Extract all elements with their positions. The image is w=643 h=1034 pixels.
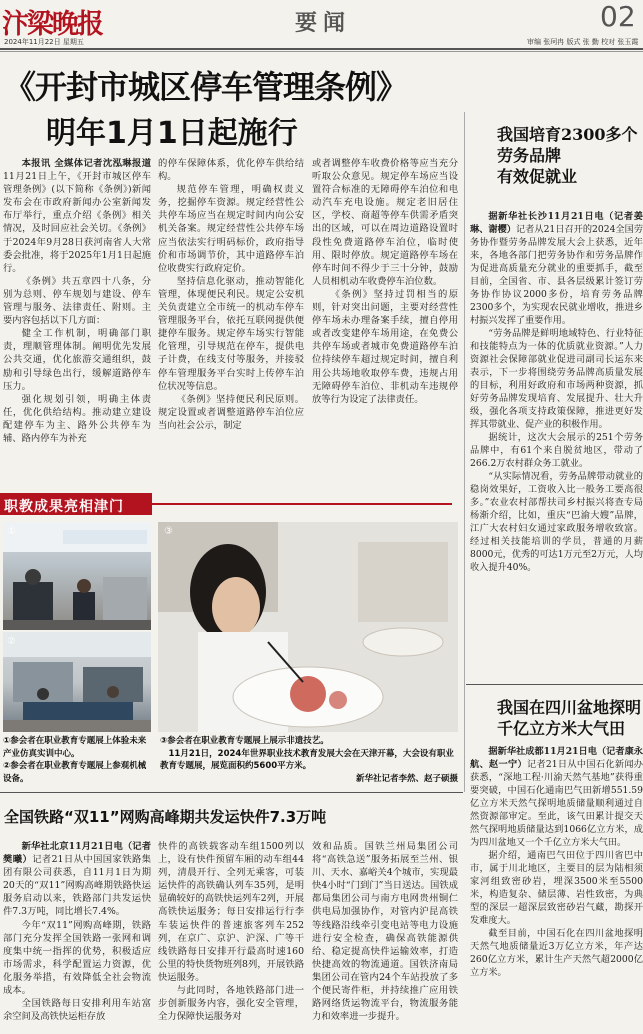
side-story-1-body xyxy=(470,210,643,680)
headline-line: 千亿立方米大气田 xyxy=(497,719,626,738)
side-paragraph: “劳务品牌是鲜明地域特色、行业特征和技能特点为一体的优质就业资源。”人力资源社会保障部就业促进司副司长运东来表示，下一步将围绕劳务品牌高质量发展的目标，利用好政府和市场两种资源，抓好劳务品牌发现培育、发展提升、壮大升级，强化各项支持政策保障，推进更好发挥其带就业、促产业的积极作用。 xyxy=(470,328,643,430)
photo-3-intangible-heritage xyxy=(158,522,458,732)
bottom-column-3 xyxy=(312,840,458,1034)
lead-byline: 本报讯 全媒体记者沈泓琳报道 xyxy=(21,158,151,169)
issue-date: 2024年11月22日 星期五 xyxy=(4,38,84,46)
side-story-1-byline: 据新华社长沙11月21日电（记者姜琳、谢樱） xyxy=(470,211,643,235)
lead-paragraph: 坚持信息化驱动，推动智能化管理，体现便民利民。规定公安机关负责建立全市统一的机动车停车管理服务平台，依托互联网提供便捷停车服务。规定停车场实行智能化管理，引导规范在停车，提供电子计费，在线支付等服务，并接驳停车管理服务平台实时上传停车泊位状况等信息。 xyxy=(158,275,304,392)
photo-2-machinery xyxy=(3,632,151,732)
side-paragraph: 记者从21日召开的2024全国劳务协作暨劳务品牌发展大会上获悉，近年来，各地各部门把劳务协作和劳务品牌作为促进高质量充分就业的重要抓手，截至目前，全国省、市、县各层级累计签订劳务协作协议2000多份，培育劳务品牌2300多个，为实现农民就业增收，推进乡村振兴发挥了重要作用。 xyxy=(470,224,643,326)
photo-caption-block-left xyxy=(3,735,153,783)
bottom-story-headline: 全国铁路“双11”网购高峰期共发运快件7.3万吨 xyxy=(4,808,327,826)
photo-3-label: ③ xyxy=(164,526,173,537)
side-paragraph: 记者21日从中国石化新闻办获悉，“深地工程·川渝天然气基地”获得重要突破，中国石化通南巴气田新增551.59亿立方米天然气探明地质储量顺利通过自然资源部审定。至此，该气田累计提交天然气探明地质储量达到1066亿立方米，成为四川盆地又一个千亿立方米大气田。 xyxy=(470,759,643,848)
lead-headline-line1: 《开封市城区停车管理条例》 xyxy=(4,68,408,106)
caption-1: ①参会者在职业教育专题展上体验未来产业仿真实训中心。 xyxy=(3,736,147,759)
bottom-paragraph: 今年“双11”网购高峰期，铁路部门充分发挥全国铁路一张网和调度集中统一指挥的优势，积极适应市场需求，科学配置运力资源，优化服务举措，有效降低全社会物流成本。 xyxy=(3,919,151,997)
photo-2-illustration xyxy=(3,632,151,732)
masthead xyxy=(0,0,643,48)
lead-paragraph: 《条例》坚持过罚相当的原则，针对突出问题，主要对经营性停车场未办理备案手续，擅自停用或者改变建停车场用途，在免费公共停车场或者城市免费道路停车泊位持续停车超过规定时间，擅自利用公共场地收取停车费，违规占用无障碍停车泊位、非机动车违规停放等行为设定了法律责任。 xyxy=(312,288,458,405)
caption-3: ③参会者在职业教育专题展上展示非遗技艺。 xyxy=(160,736,329,746)
lead-paragraph: 强化规划引领，明确主体责任，优化供给结构。推动建立建设配建停车为主、路外公共停车为辅、路内停车为补充 xyxy=(3,393,151,444)
photo-3-illustration xyxy=(158,522,458,732)
photo-1-vr-training xyxy=(3,522,151,630)
photo-1-illustration xyxy=(3,522,151,630)
photo-caption-block-right xyxy=(160,735,458,783)
photo-credit: 新华社记者李然、赵子硕摄 xyxy=(355,773,458,784)
lead-paragraph: 《条例》坚持便民利民原则。规定设置或者调整道路停车泊位应当向社会公示，制定 xyxy=(158,393,304,431)
bottom-column-1 xyxy=(3,840,151,1034)
side-paragraph: 据介绍，通南巴气田位于四川省巴中市，属于川北地区，主要目的层为陆相须家河组致密砂岩，埋深3500米至5500米，构造复杂、储层薄、岩性致密，为典型的深层一超深层致密砂岩气藏，勘探开发难度大。 xyxy=(470,850,643,926)
bottom-story-rule xyxy=(0,792,463,793)
headline-line: 劳务品牌 xyxy=(497,146,562,165)
lead-paragraph: 规范停车管理，明确权责义务，挖掘停车资源。规定经营性公共停车场应当在规定时间内向公安机关备案。规定经营性公共停车场应当依法实行明码标价，政府指导价和市场调节价，其中道路停车泊位收费实行政府定价。 xyxy=(158,184,304,274)
masthead-rule xyxy=(0,48,643,50)
side-paragraph: 截至目前，中国石化在四川盆地探明天然气地质储量近3万亿立方米，年产达260亿立方米，累计生产天然气超2000亿立方米。 xyxy=(470,928,643,978)
bottom-paragraph: 效和品质。国铁兰州局集团公司将“高铁急送”服务拓展至兰州、银川、天水、嘉峪关4个城市，实现最快4小时“门到门”当日送达。国铁成都局集团公司与南方电网贵州铜仁供电局加强协作，对管内沪昆高铁等线路沿线牵引变电站等电力设施进行安全检查，确保高铁能源供给、稳定提高快件运输效率，打造快捷高效的物流通道。国铁济南局集团公司在管内24个车站投放了多个便民寄件柜，并持续推广应用铁路网络货运物流平台，物流服务能力和效率进一步提升。 xyxy=(312,841,458,1023)
side-paragraph: 据统计，这次大会展示的251个劳务品牌中，有61个来自脱贫地区，带动了266.2万农村群众务工就业。 xyxy=(470,432,643,469)
headline-line: 我国培育2300多个 xyxy=(497,125,638,144)
bottom-paragraph: 与此同时，各地铁路部门进一步创新服务内容，强化安全管理，全力保障快运服务对 xyxy=(158,985,304,1023)
bottom-paragraph: 快件的高铁载客动车组1500列以上，设有快件预留车厢的动车组44列，清晨开行、全列无乘客，可装运快件的高铁确认列车35列，是明显确较好的高铁快运列车2列，开展高铁快运服务；每日安排运行行李车装运快件的普速旅客列车252列，在京广、京沪、沪深、广等干线铁路每日安排开行最高时速160公里的特快货物班列8列，开展铁路快运服务。 xyxy=(158,841,304,983)
lead-column-2 xyxy=(158,157,304,490)
lead-paragraph: 或者调整停车收费价格等应当充分听取公众意见。规定停车场应当设置符合标准的无障碍停车泊位和电动汽车充电设施。规定老旧居住区，学校、商超等停车供需矛盾突出的区域，可以在周边道路设置时段性免费道路停车泊位，临时使用、限时停放。规定道路停车场在停车时间不得少于三十分钟，鼓励人员相机动车收费停车泊位数。 xyxy=(312,158,458,287)
masthead-rule-thin xyxy=(0,51,643,52)
caption-main: 11月21日，2024年世界职业技术教育发展大会在天津开幕，大会设有职业教育专题展，展览面积约5600平方米。 xyxy=(160,748,454,771)
bottom-paragraph: 全国铁路每日安排利用车站富余空间及高铁快运柜存放 xyxy=(3,998,151,1023)
side-story-2-body xyxy=(470,745,643,1034)
caption-2: ②参会者在职业教育专题展上参观机械设备。 xyxy=(3,761,147,784)
lead-paragraph: 11月21日上午，《开封市城区停车管理条例》(以下简称《条例》)新闻发布会在市政府新闻办公室新闻发布厅举行，重点介绍《条例》相关情况，及时回应社会关切。《条例》于2024年9月28日获河南省人大常委会批准，将于2025年1月1日起施行。 xyxy=(3,171,151,274)
lead-column-3 xyxy=(312,157,458,490)
section-title: 要闻 xyxy=(295,10,352,36)
side-story-2-headline xyxy=(497,697,643,739)
bottom-byline: 新华社北京11月21日电（记者樊曦） xyxy=(3,841,151,866)
lead-column-1 xyxy=(3,157,151,490)
lead-paragraph: 《条例》共五章四十八条，分别为总则、停车规划与建设、停车管理与服务、法律责任、附则。主要内容包括以下几方面： xyxy=(3,275,151,327)
side-paragraph: “从实际情况看，劳务品牌带动就业的稳岗效果好，工资收入比一般务工要高很多。”农业农村部帮扶司乡村振兴将查专局杨渐介绍，比如，重庆“巴渝大嫂”品牌，江广大农村妇女通过家政服务增收致富。经过相关技能培训的学员，普通的月薪8000元，优秀的可达1万元至2万元，人均收入提升40%。 xyxy=(470,471,643,573)
page-number: 02 xyxy=(600,0,636,33)
photo-1-label: ① xyxy=(7,526,16,537)
side-story-2-byline: 据新华社成都11月21日电（记者康永航、赵一宁） xyxy=(470,746,643,770)
bottom-column-2 xyxy=(158,840,304,1034)
lead-paragraph: 健全工作机制，明确部门职责，理顺管理体制。阐明优先发展公共交通，优化旅游交通组织，鼓励和引导绿色出行，缓解道路停车压力。 xyxy=(3,328,151,392)
headline-line: 我国在四川盆地探明 xyxy=(497,698,642,717)
lead-paragraph: 的停车保障体系，优化停车供给结构。 xyxy=(158,158,304,183)
editor-credits: 审编 张珂冉 版式 张 勤 校对 张玉霞 xyxy=(527,38,639,46)
photo-2-label: ② xyxy=(7,636,16,647)
bottom-paragraph: 记者21日从中国国家铁路集团有限公司获悉，自11月1日为期20天的“双11”网购高峰期铁路快运服务启动以来，铁路部门共发运快件7.3万吨，同比增长7.4%。 xyxy=(3,854,151,918)
column-divider xyxy=(464,112,465,792)
side-story-1-headline xyxy=(497,124,643,187)
photo-section-rule xyxy=(152,503,452,505)
side-story-divider xyxy=(466,684,643,685)
photo-section-title: 职教成果亮相津门 xyxy=(4,499,124,515)
headline-line: 有效促就业 xyxy=(497,167,578,186)
newspaper-logo: 汴梁晚报 xyxy=(2,9,102,40)
lead-headline-line2: 明年1月1日起施行 xyxy=(46,116,298,151)
